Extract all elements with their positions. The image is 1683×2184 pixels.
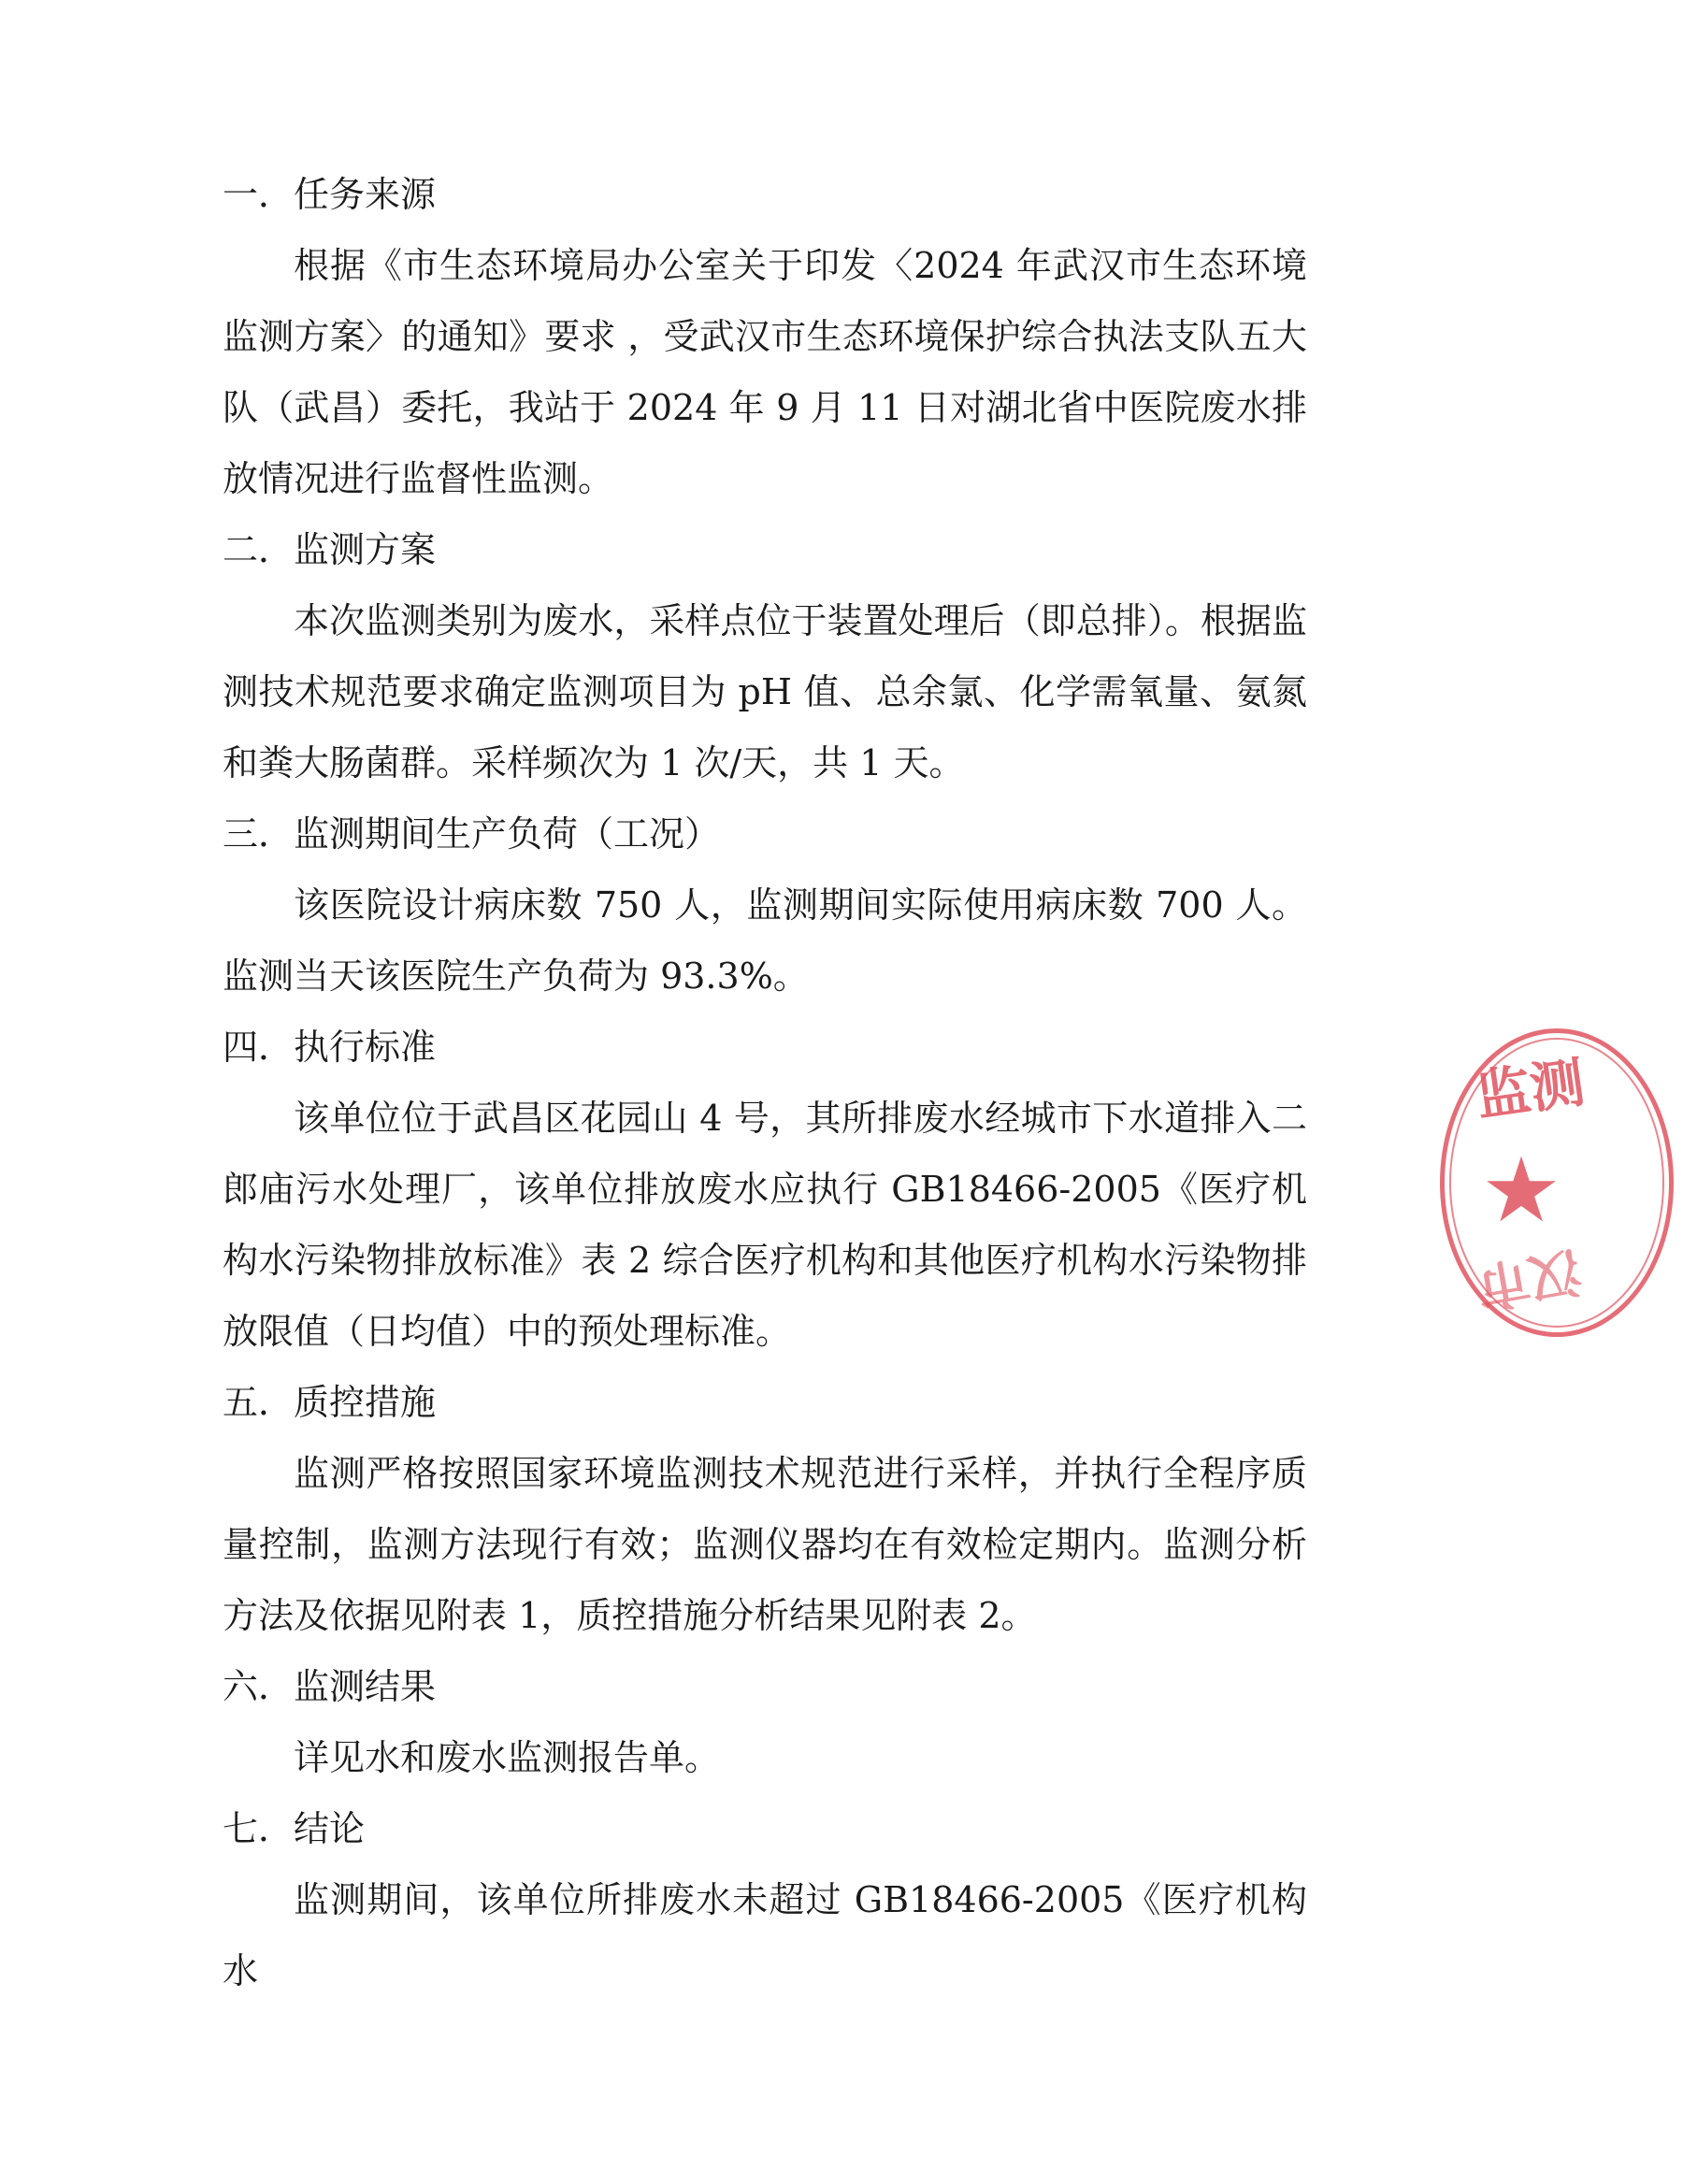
section-paragraph: 该单位位于武昌区花园山 4 号，其所排废水经城市下水道排入二郎庙污水处理厂，该单位排放废水应执行 GB18466-2005《医疗机构水污染物排放标准》表 2 综合医疗机构和其他医疗机构水污染物排放限值（日均值）中的预处理标准。 xyxy=(223,1098,1307,1352)
section-standards xyxy=(223,1012,1307,1367)
section-conclusion xyxy=(223,1793,1307,2006)
star-icon: ★ xyxy=(1481,1138,1562,1243)
section-heading: 三．监测期间生产负荷（工况） xyxy=(223,813,721,855)
section-task-source xyxy=(223,159,1307,514)
section-heading: 七．结论 xyxy=(223,1808,366,1849)
section-heading: 二．监测方案 xyxy=(223,529,437,570)
section-paragraph: 监测严格按照国家环境监测技术规范进行采样，并执行全程序质量控制，监测方法现行有效；监测仪器均在有效检定期内。监测分析方法及依据见附表 1，质控措施分析结果见附表 2。 xyxy=(223,1453,1307,1636)
document-body xyxy=(223,159,1307,2006)
section-quality-control xyxy=(223,1367,1307,1651)
section-heading: 四．执行标准 xyxy=(223,1027,437,1068)
section-results xyxy=(223,1651,1307,1793)
section-paragraph: 根据《市生态环境局办公室关于印发〈2024 年武汉市生态环境监测方案〉的通知》要求 ，受武汉市生态环境保护综合执法支队五大队（武昌）委托，我站于 2024 年 9 月 11 日对湖北省中医院废水排放情况进行监督性监测。 xyxy=(223,245,1307,499)
seal-bottom-text: 汉市 xyxy=(1472,1239,1587,1318)
section-heading: 一．任务来源 xyxy=(223,174,437,215)
section-paragraph: 监测期间，该单位所排废水未超过 GB18466-2005《医疗机构水 xyxy=(223,1879,1307,1991)
section-monitoring-plan xyxy=(223,514,1307,798)
section-production-load xyxy=(223,798,1307,1012)
section-paragraph: 详见水和废水监测报告单。 xyxy=(294,1737,721,1778)
section-heading: 六．监测结果 xyxy=(223,1666,437,1707)
section-paragraph: 该医院设计病床数 750 人，监测期间实际使用病床数 700 人。监测当天该医院生产负荷为 93.3%。 xyxy=(223,884,1307,997)
seal-top-text: 监测 xyxy=(1472,1050,1589,1128)
section-paragraph: 本次监测类别为废水，采样点位于装置处理后（即总排）。根据监测技术规范要求确定监测项目为 pH 值、总余氯、化学需氧量、氨氮和粪大肠菌群。采样频次为 1 次/天，共 1 天。 xyxy=(223,600,1307,783)
official-seal xyxy=(1440,1028,1683,1346)
section-heading: 五．质控措施 xyxy=(223,1382,437,1423)
